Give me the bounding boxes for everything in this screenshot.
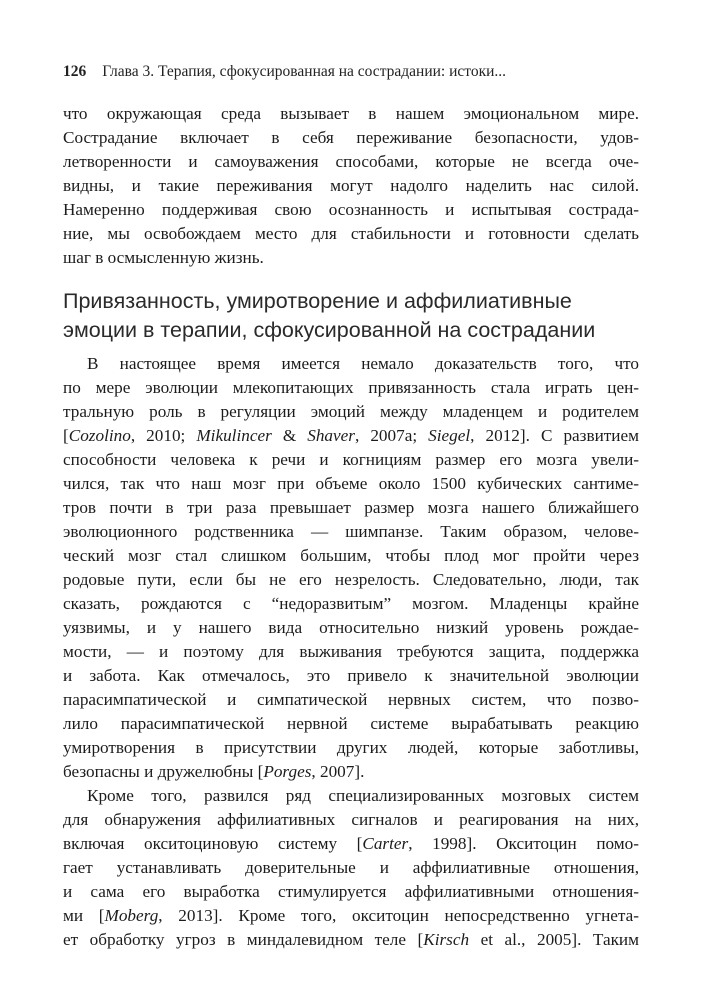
- text-line: по мере эволюции млекопитающих привязанность стала играть цен-: [63, 378, 639, 397]
- citation-author: Carter: [362, 834, 409, 853]
- text-line: для обнаружения аффилиативных сигналов и реагирования на них,: [63, 810, 639, 829]
- citation-author: Shaver: [307, 426, 355, 445]
- text-line: гает устанавливать доверительные и аффилиативные отношения,: [63, 858, 639, 877]
- text-line: летворенности и самоуважения способами, которые не всегда оче-: [63, 152, 639, 171]
- text-line: В настоящее время имеется немало доказательств того, что: [87, 354, 639, 373]
- citation-author: Porges: [263, 762, 312, 781]
- text-line: и сама его выработка стимулируется аффилиативными отношения-: [63, 882, 639, 901]
- text-line: мости, — и поэтому для выживания требуются защита, поддержка: [63, 642, 639, 661]
- text-line-citations: ми [Moberg, 2013]. Кроме того, окситоцин непосредственно угнета-: [63, 906, 639, 925]
- text-line: тров почти в три раза превышает размер мозга нашего ближайшего: [63, 498, 639, 517]
- text-line: ческий мозг стал слишком большим, чтобы плод мог пройти через: [63, 546, 639, 565]
- page-number: 126: [63, 63, 87, 80]
- text-line-citations: включая окситоциновую систему [Carter, 1998]. Окситоцин помо-: [63, 834, 639, 853]
- citation-author: Moberg: [104, 906, 159, 925]
- paragraph-attachment: [63, 352, 639, 784]
- text-line: тральную роль в регуляции эмоций между младенцем и родителем: [63, 402, 639, 421]
- intro-paragraph: [63, 102, 639, 270]
- citation-author: Mikulincer: [196, 426, 272, 445]
- text-line: способности человека к речи и когнициям размер его мозга увели-: [63, 450, 639, 469]
- citation-author: Cozolino: [68, 426, 131, 445]
- text-line: эволюционного родственника — шимпанзе. Таким образом, челове-: [63, 522, 639, 541]
- section-heading-line: эмоции в терапии, сфокусированной на сострадании: [63, 318, 596, 342]
- paragraph-oxytocin: [63, 784, 639, 952]
- text-line: ние, мы освобождаем место для стабильности и готовности сделать: [63, 224, 639, 243]
- text-line: шаг в осмысленную жизнь.: [63, 248, 264, 267]
- text-line: лило парасимпатической нервной системе вырабатывать реакцию: [63, 714, 639, 733]
- text-line-citations: ет обработку угроз в миндалевидном теле [Kirsch et al., 2005]. Таким: [63, 930, 639, 949]
- text-line: родовые пути, если бы не его незрелость. Следовательно, люди, так: [63, 570, 639, 589]
- text-line: уязвимы, и у нашего вида относительно низкий уровень рождае-: [63, 618, 639, 637]
- running-head: [63, 62, 643, 82]
- text-line: сказать, рождаются с “недоразвитым” мозгом. Младенцы крайне: [63, 594, 639, 613]
- text-line: парасимпатической и симпатической нервных систем, что позво-: [63, 690, 639, 709]
- section-heading-line: Привязанность, умиротворение и аффилиативные: [63, 289, 572, 313]
- text-line: чился, так что наш мозг при объеме около 1500 кубических сантиме-: [63, 474, 639, 493]
- text-line-citations: [Cozolino, 2010; Mikulincer & Shaver, 2007a; Siegel, 2012]. С развитием: [63, 426, 639, 445]
- text-line: видны, и такие переживания могут надолго наделить нас силой.: [63, 176, 639, 195]
- section-heading: [63, 287, 643, 345]
- text-line: Сострадание включает в себя переживание безопасности, удов-: [63, 128, 639, 147]
- text-line: Кроме того, развился ряд специализированных мозговых систем: [87, 786, 639, 805]
- text-line: умиротворения в присутствии других людей, которые заботливы,: [63, 738, 639, 757]
- text-line: что окружающая среда вызывает в нашем эмоциональном мире.: [63, 104, 639, 123]
- text-line: Намеренно поддерживая свою осознанность и испытывая сострада-: [63, 200, 639, 219]
- text-line: и забота. Как отмечалось, это привело к значительной эволюции: [63, 666, 639, 685]
- chapter-title: Глава 3. Терапия, сфокусированная на сострадании: истоки...: [102, 63, 507, 80]
- text-line-citations: безопасны и дружелюбны [Porges, 2007].: [63, 762, 365, 781]
- citation-author: Kirsch: [423, 930, 470, 949]
- citation-author: Siegel: [428, 426, 471, 445]
